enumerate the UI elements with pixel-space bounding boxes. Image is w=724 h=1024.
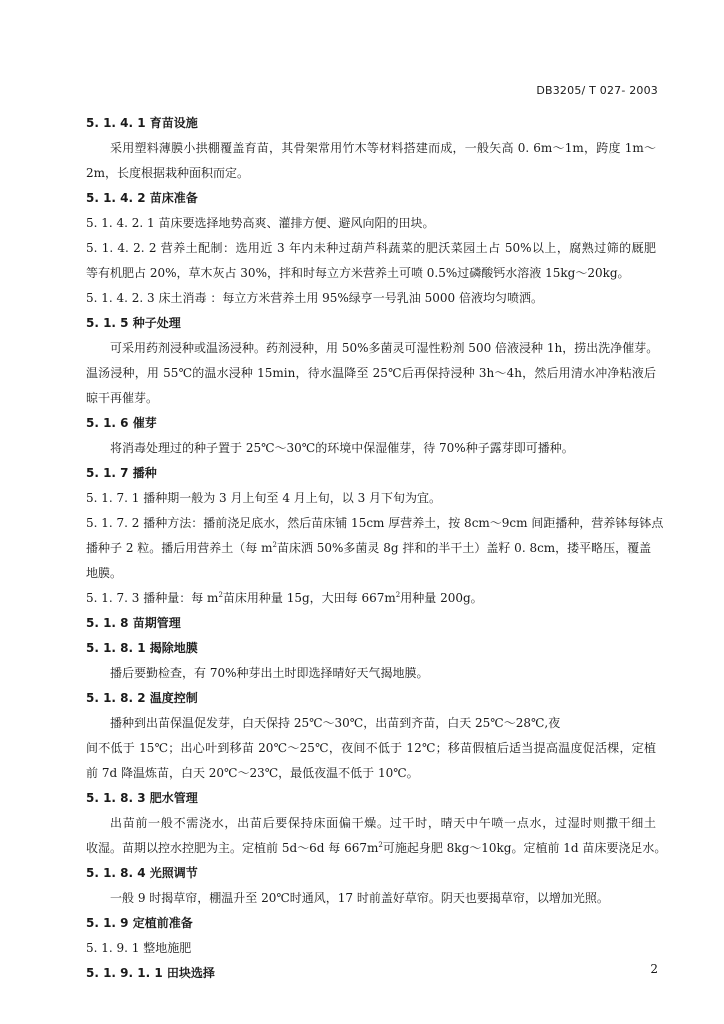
subsection-heading: 5. 1. 8. 4 光照调节 — [86, 866, 198, 880]
subsection-heading: 5. 1. 9. 1. 1 田块选择 — [86, 966, 215, 980]
section-heading: 5. 1. 7 播种 — [86, 466, 157, 480]
clause-line: 5. 1. 4. 2. 3 床土消毒 ：每立方米营养土用 95%绿亨一号乳油 5000 倍液均匀喷洒。 — [86, 291, 543, 305]
clause-line: 5. 1. 7. 2 播种方法：播前浇足底水，然后苗床铺 15cm 厚营养土，按 8cm～9cm 间距播种，营养钵每钵点 — [86, 516, 664, 530]
superscript: 2 — [395, 591, 401, 599]
clause-line: 5. 1. 4. 2. 2 营养土配制：选用近 3 年内未种过葫芦科蔬菜的肥沃菜园土占 50%以上，腐熟过筛的厩肥 — [86, 241, 656, 255]
clause-line: 5. 1. 4. 2. 1 苗床要选择地势高爽、灌排方便、避风向阳的田块。 — [86, 216, 435, 230]
paragraph-line: 将消毒处理过的种子置于 25℃～30℃的环境中保湿催芽，待 70%种子露芽即可播种。 — [110, 441, 574, 455]
paragraph-line: 2m，长度根据栽种面积而定。 — [86, 166, 250, 180]
clause-line: 5. 1. 7. 1 播种期一般为 3 月上旬至 4 月上旬，以 3 月下旬为宜。 — [86, 491, 442, 505]
section-heading: 5. 1. 4. 1 育苗设施 — [86, 116, 198, 130]
paragraph-line: 播种到出苗保温促发芽，白天保持 25℃～30℃，出苗到齐苗，白天 25℃～28℃,夜 — [110, 716, 561, 730]
document-code: DB3205/ T 027- 2003 — [536, 84, 658, 97]
paragraph-line: 地膜。 — [86, 566, 123, 580]
paragraph-line — [86, 836, 667, 861]
paragraph-line: 一般 9 时揭草帘，棚温升至 20℃时通风，17 时前盖好草帘。阴天也要揭草帘，以增加光照。 — [110, 891, 609, 905]
text-fragment: 用种量 200g。 — [400, 591, 483, 605]
superscript: 2 — [272, 541, 277, 549]
paragraph-line: 间不低于 15℃；出心叶到移苗 20℃～25℃，夜间不低于 12℃；移苗假植后适当提高温度促活棵，定植 — [86, 741, 656, 755]
subsection-heading: 5. 1. 8. 1 揭除地膜 — [86, 641, 198, 655]
clause-line: 5. 1. 9. 1 整地施肥 — [86, 941, 192, 955]
paragraph-line: 出苗前一般不需浇水，出苗后要保持床面偏干燥。过干时，晴天中午喷一点水，过湿时则撒干细土 — [110, 816, 656, 830]
clause-line — [86, 586, 656, 611]
text-fragment: 播种子 2 粒。播后用营养土（每 m — [86, 541, 273, 555]
section-heading: 5. 1. 8 苗期管理 — [86, 616, 181, 630]
text-fragment: 5. 1. 7. 3 播种量：每 m — [86, 591, 219, 605]
section-heading: 5. 1. 5 种子处理 — [86, 316, 181, 330]
text-fragment: 收湿。苗期以控水控肥为主。定植前 5d～6d 每 667m — [86, 841, 379, 855]
subsection-heading: 5. 1. 8. 3 肥水管理 — [86, 791, 198, 805]
paragraph-line — [86, 536, 656, 561]
text-fragment: 苗床用种量 15g，大田每 667m — [222, 591, 396, 605]
section-heading: 5. 1. 9 定植前准备 — [86, 916, 193, 930]
section-heading: 5. 1. 4. 2 苗床准备 — [86, 191, 198, 205]
superscript: 2 — [378, 841, 383, 849]
section-heading: 5. 1. 6 催芽 — [86, 416, 157, 430]
document-body — [86, 111, 667, 986]
subsection-heading: 5. 1. 8. 2 温度控制 — [86, 691, 198, 705]
paragraph-line: 前 7d 降温炼苗，白天 20℃～23℃，最低夜温不低于 10℃。 — [86, 766, 419, 780]
text-fragment: 可施起身肥 8kg～10kg。定植前 1d 苗床要浇足水。 — [382, 841, 667, 855]
paragraph-line: 温汤浸种，用 55℃的温水浸种 15min，待水温降至 25℃后再保持浸种 3h～4h，然后用清水冲净粘液后 — [86, 366, 656, 380]
superscript: 2 — [218, 591, 223, 599]
page-number: 2 — [650, 962, 658, 976]
text-fragment: 苗床洒 50%多菌灵 8g 拌和的半干土）盖籽 0. 8cm，搂平略压，覆盖 — [276, 541, 652, 555]
paragraph-line: 采用塑料薄膜小拱棚覆盖育苗，其骨架常用竹木等材料搭建而成，一般矢高 0. 6m～1m，跨度 1m～ — [110, 141, 656, 155]
paragraph-line: 等有机肥占 20%，草木灰占 30%，拌和时每立方米营养土可喷 0.5%过磷酸钙水溶液 15kg～20kg。 — [86, 266, 630, 280]
paragraph-line: 可采用药剂浸种或温汤浸种。药剂浸种，用 50%多菌灵可湿性粉剂 500 倍液浸种 1h，捞出洗净催芽。 — [110, 341, 659, 355]
paragraph-line: 播后要勤检查，有 70%种芽出土时即选择晴好天气揭地膜。 — [110, 666, 429, 680]
paragraph-line: 晾干再催芽。 — [86, 391, 159, 405]
